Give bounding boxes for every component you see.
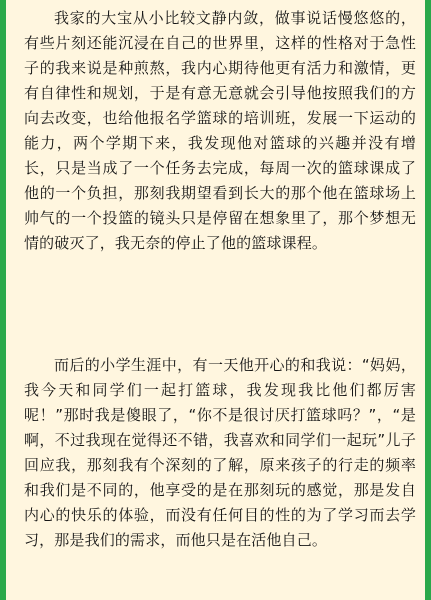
- paragraph-2: 而后的小学生涯中，有一天他开心的和我说：“妈妈，我今天和同学们一起打篮球，我发现我比他们都厉害呢！”那时我是傻眼了，“你不是很讨厌打篮球吗？”，“是啊，不过我现在觉得还不错，我喜欢和同学们一起玩”儿子回应我，那刻我有个深刻的了解，原来孩子的行走的频率和我们是不同的，他享受的是在那刻玩的感觉，那是发自内心的快乐的体验，而没有任何目的性的为了学习而去学习，那是我们的需求，而他只是在活他自己。: [24, 356, 416, 549]
- paragraph-1: 我家的大宝从小比较文静内敛，做事说话慢悠悠的，有些片刻还能沉浸在自己的世界里，这样的性格对于急性子的我来说是种煎熬，我内心期待他更有活力和激情，更有自律性和规划，于是有意无意就会引导他按照我们的方向去改变，也给他报名学篮球的培训班，发展一下运动的能力，两个学期下来，我发现他对篮球的兴趣并没有增长，只是当成了一个任务去完成，每周一次的篮球课成了他的一个负担，那刻我期望看到长大的那个他在篮球场上帅气的一个投篮的镜头只是停留在想象里了，那个梦想无情的破灭了，我无奈的停止了他的篮球课程。: [24, 9, 416, 252]
